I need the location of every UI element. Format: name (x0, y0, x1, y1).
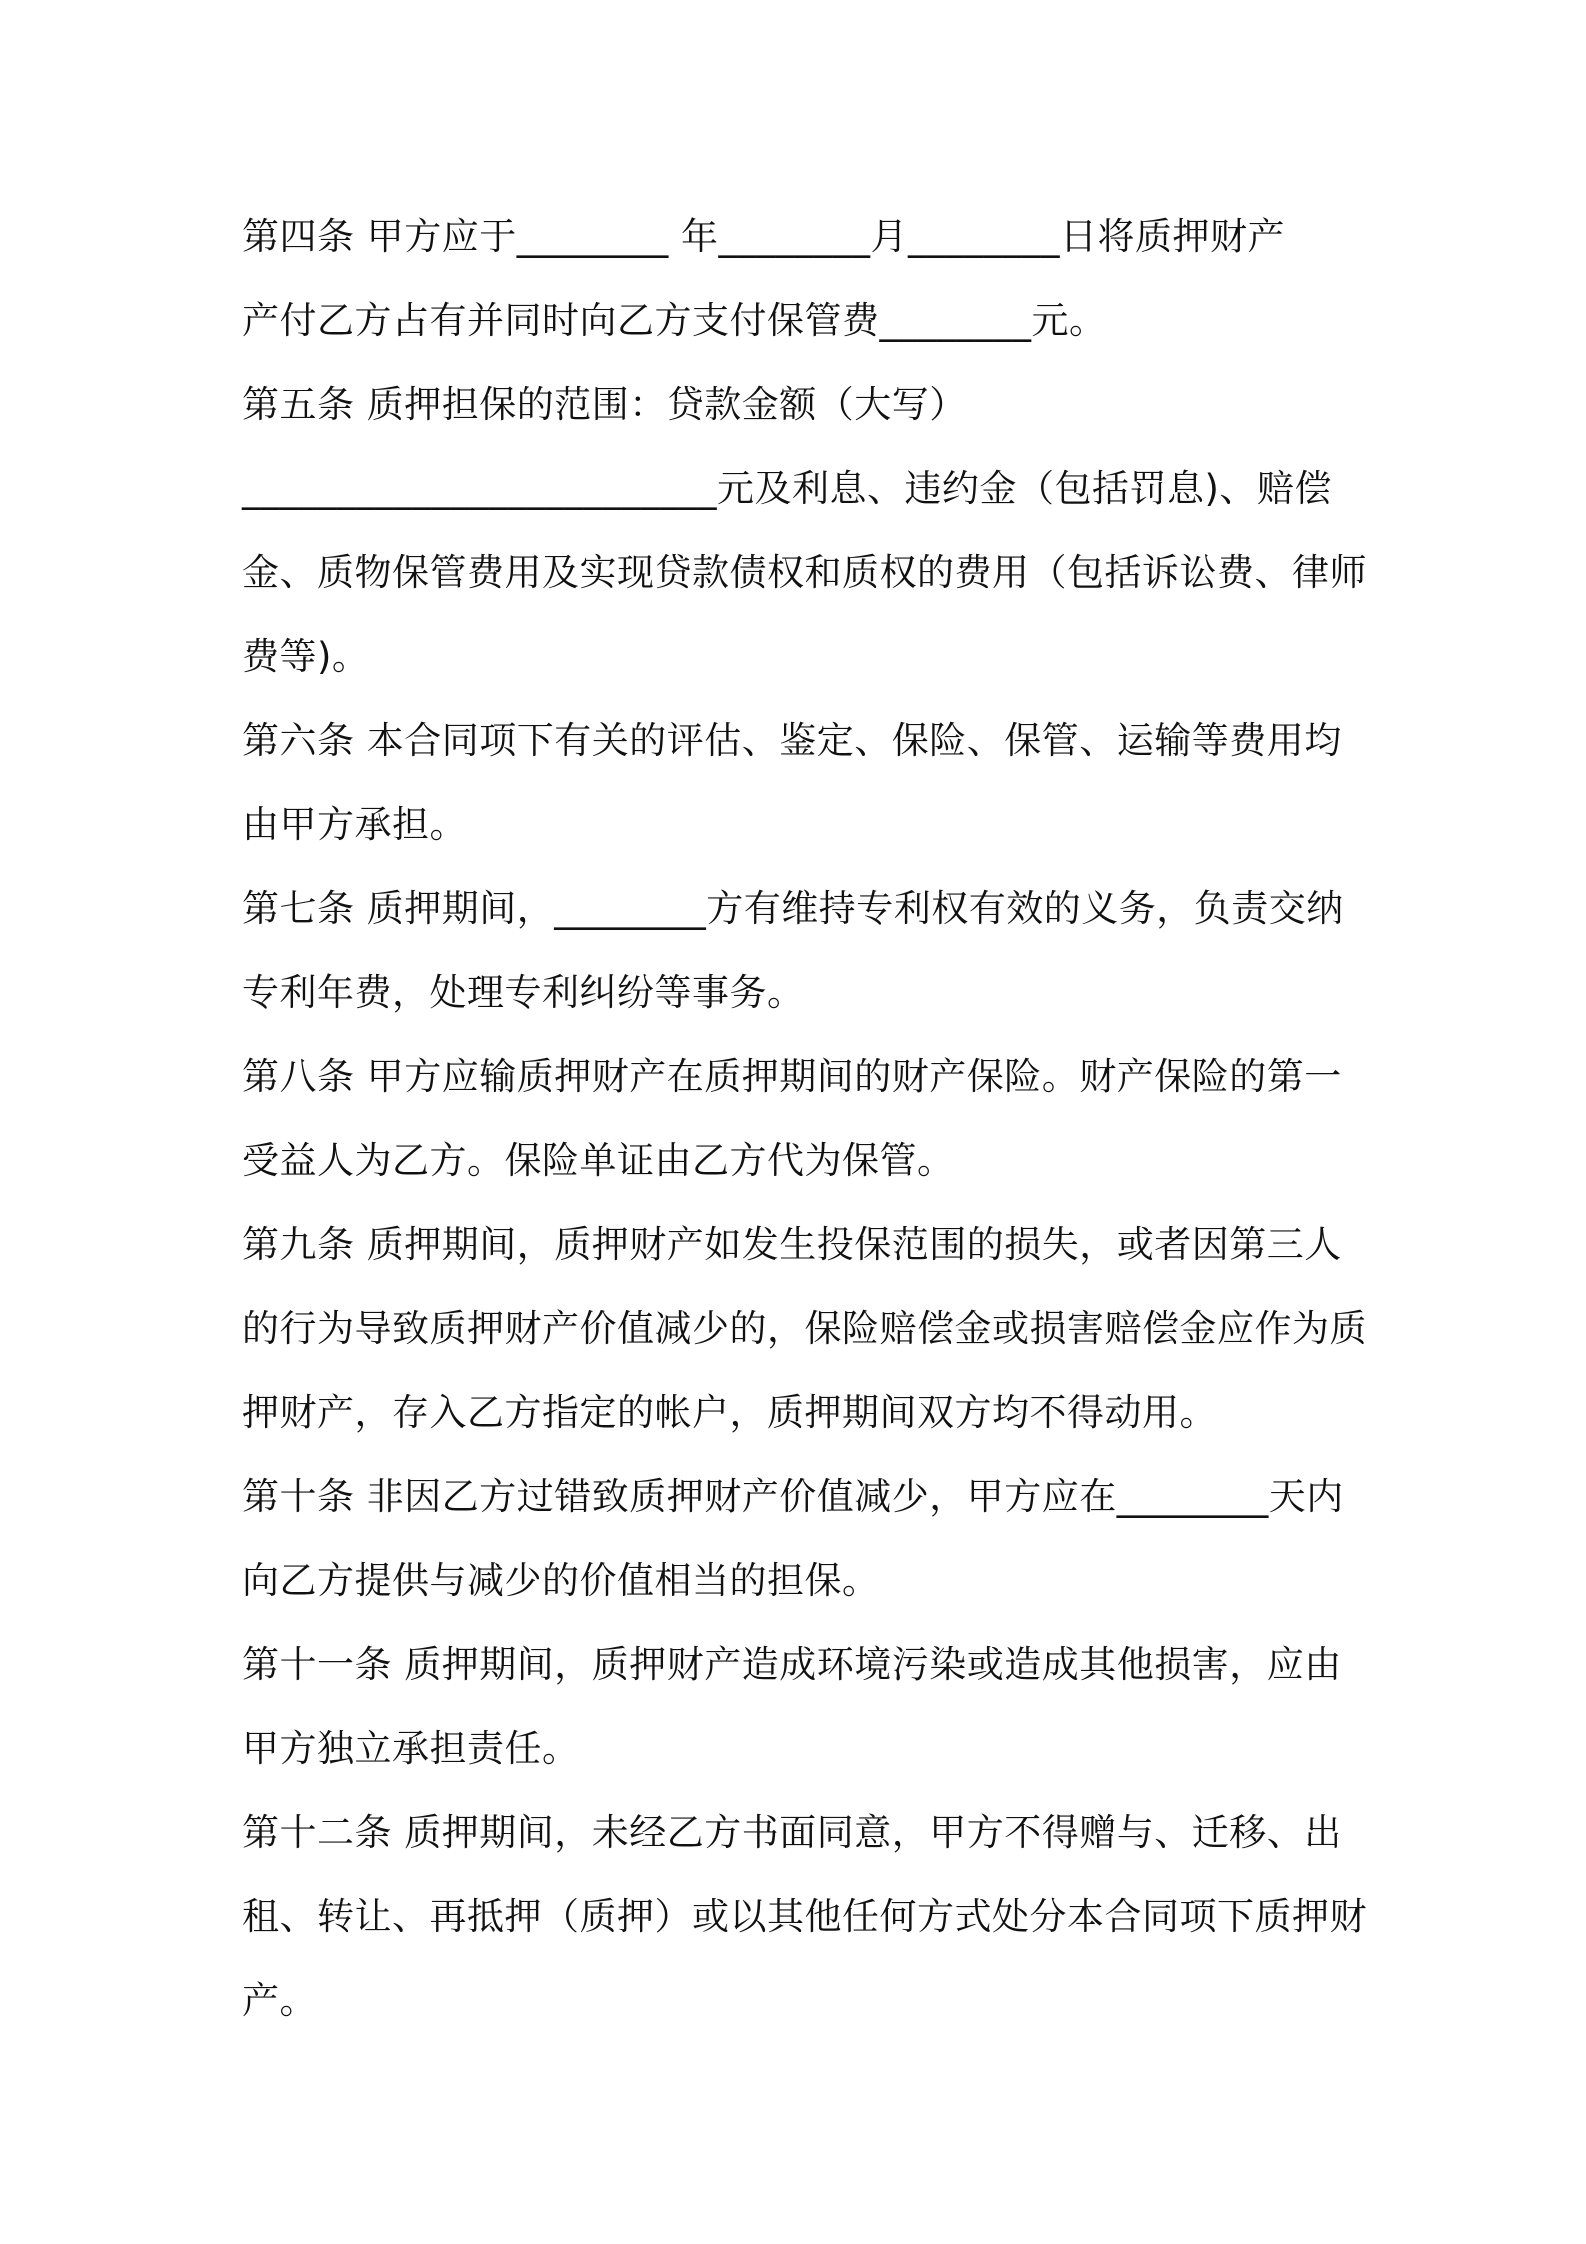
text-line: 第五条 质押担保的范围：贷款金额（大写） (242, 383, 967, 426)
text-line: 第七条 质押期间，________方有维持专利权有效的义务，负责交纳 (242, 887, 1344, 930)
text-line: 受益人为乙方。保险单证由乙方代为保管。 (242, 1139, 955, 1182)
text-line: 产付乙方占有并同时向乙方支付保管费________元。 (242, 299, 1107, 342)
text-line: 的行为导致质押财产价值减少的，保险赔偿金或损害赔偿金应作为质 (242, 1307, 1367, 1350)
text-line: 租、转让、再抵押（质押）或以其他任何方式处分本合同项下质押财 (242, 1895, 1367, 1938)
text-line: 专利年费，处理专利纠纷等事务。 (242, 971, 805, 1014)
text-line: 金、质物保管费用及实现贷款债权和质权的费用（包括诉讼费、律师 (242, 551, 1367, 594)
text-line: 第十二条 质押期间，未经乙方书面同意，甲方不得赠与、迁移、出 (242, 1811, 1342, 1854)
text-line: 甲方独立承担责任。 (242, 1727, 580, 1770)
text-line: _________________________元及利息、违约金（包括罚息)、赔偿 (242, 467, 1332, 510)
text-line: 第六条 本合同项下有关的评估、鉴定、保险、保管、运输等费用均 (242, 719, 1342, 762)
text-line: 由甲方承担。 (242, 803, 467, 846)
text-line: 产。 (242, 1979, 317, 2022)
document-body (242, 195, 1367, 2043)
text-line: 第四条 甲方应于________ 年________月________日将质押财产 (242, 215, 1286, 258)
text-line: 费等)。 (242, 635, 370, 678)
text-line: 第九条 质押期间，质押财产如发生投保范围的损失，或者因第三人 (242, 1223, 1342, 1266)
text-line: 第十一条 质押期间，质押财产造成环境污染或造成其他损害，应由 (242, 1643, 1342, 1686)
text-line: 向乙方提供与减少的价值相当的担保。 (242, 1559, 880, 1602)
text-line: 第十条 非因乙方过错致质押财产价值减少，甲方应在________天内 (242, 1475, 1344, 1518)
text-line: 第八条 甲方应输质押财产在质押期间的财产保险。财产保险的第一 (242, 1055, 1342, 1098)
text-line: 押财产，存入乙方指定的帐户，质押期间双方均不得动用。 (242, 1391, 1217, 1434)
